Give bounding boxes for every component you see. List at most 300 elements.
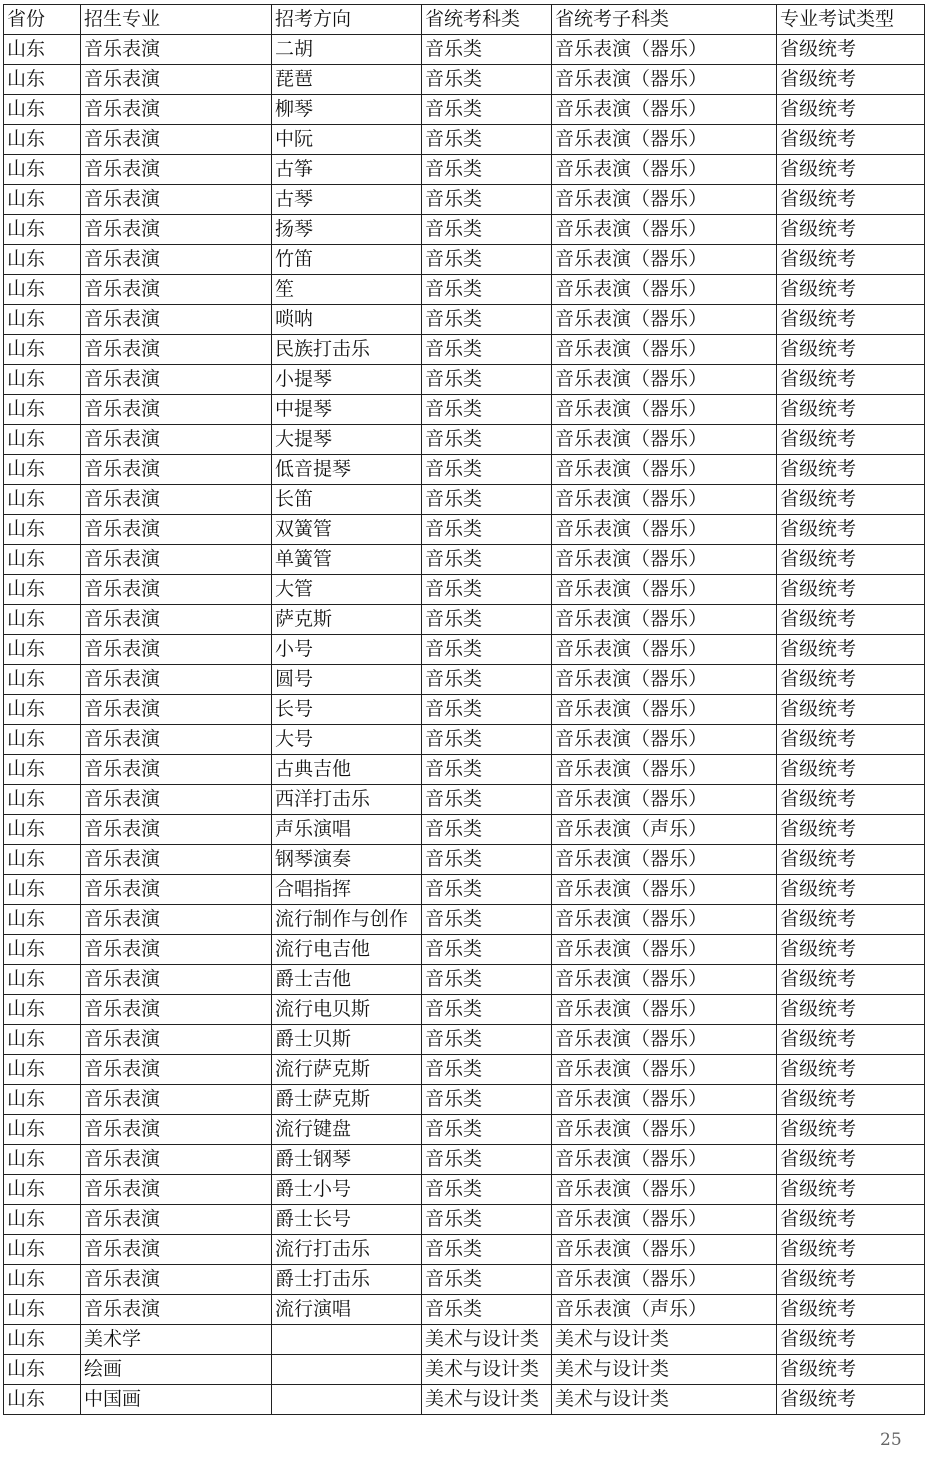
cell-province: 山东 (4, 1385, 81, 1415)
cell-exam-subcategory: 音乐表演（器乐） (552, 365, 777, 395)
cell-direction: 唢呐 (272, 305, 422, 335)
cell-major: 音乐表演 (81, 725, 272, 755)
table-row (4, 65, 925, 95)
cell-exam-type: 省级统考 (777, 575, 925, 605)
table-header-row (4, 5, 925, 35)
cell-major: 音乐表演 (81, 65, 272, 95)
table-row (4, 605, 925, 635)
table-row (4, 485, 925, 515)
cell-exam-category: 音乐类 (422, 725, 552, 755)
table-row (4, 35, 925, 65)
cell-major: 音乐表演 (81, 785, 272, 815)
cell-major: 音乐表演 (81, 1175, 272, 1205)
cell-exam-category: 音乐类 (422, 335, 552, 365)
cell-exam-subcategory: 音乐表演（器乐） (552, 575, 777, 605)
cell-exam-subcategory: 音乐表演（器乐） (552, 635, 777, 665)
cell-exam-subcategory: 音乐表演（器乐） (552, 545, 777, 575)
cell-major: 绘画 (81, 1355, 272, 1385)
cell-exam-subcategory: 音乐表演（器乐） (552, 1055, 777, 1085)
cell-exam-category: 音乐类 (422, 1205, 552, 1235)
cell-province: 山东 (4, 305, 81, 335)
cell-exam-category: 音乐类 (422, 1025, 552, 1055)
cell-major: 音乐表演 (81, 335, 272, 365)
cell-direction: 民族打击乐 (272, 335, 422, 365)
cell-exam-subcategory: 音乐表演（器乐） (552, 725, 777, 755)
cell-exam-type: 省级统考 (777, 695, 925, 725)
cell-direction: 古典吉他 (272, 755, 422, 785)
cell-province: 山东 (4, 1085, 81, 1115)
cell-major: 音乐表演 (81, 665, 272, 695)
cell-province: 山东 (4, 1235, 81, 1265)
cell-province: 山东 (4, 425, 81, 455)
table-row (4, 1265, 925, 1295)
cell-province: 山东 (4, 245, 81, 275)
cell-exam-category: 音乐类 (422, 215, 552, 245)
cell-major: 音乐表演 (81, 965, 272, 995)
cell-exam-category: 音乐类 (422, 125, 552, 155)
cell-direction: 流行电贝斯 (272, 995, 422, 1025)
cell-direction: 大号 (272, 725, 422, 755)
cell-exam-type: 省级统考 (777, 935, 925, 965)
cell-direction: 西洋打击乐 (272, 785, 422, 815)
cell-province: 山东 (4, 545, 81, 575)
cell-exam-category: 音乐类 (422, 1145, 552, 1175)
cell-exam-subcategory: 音乐表演（器乐） (552, 185, 777, 215)
cell-province: 山东 (4, 65, 81, 95)
table-row (4, 1145, 925, 1175)
cell-exam-category: 音乐类 (422, 185, 552, 215)
cell-exam-category: 音乐类 (422, 1295, 552, 1325)
cell-province: 山东 (4, 1115, 81, 1145)
cell-exam-type: 省级统考 (777, 1265, 925, 1295)
cell-major: 音乐表演 (81, 605, 272, 635)
cell-province: 山东 (4, 725, 81, 755)
cell-exam-type: 省级统考 (777, 605, 925, 635)
table-row (4, 185, 925, 215)
cell-exam-type: 省级统考 (777, 635, 925, 665)
cell-direction: 小号 (272, 635, 422, 665)
cell-province: 山东 (4, 1055, 81, 1085)
table-row (4, 935, 925, 965)
table-row (4, 425, 925, 455)
cell-exam-category: 音乐类 (422, 845, 552, 875)
cell-direction: 声乐演唱 (272, 815, 422, 845)
cell-direction: 中阮 (272, 125, 422, 155)
cell-major: 音乐表演 (81, 695, 272, 725)
cell-province: 山东 (4, 1325, 81, 1355)
table-row (4, 1295, 925, 1325)
cell-exam-type: 省级统考 (777, 1235, 925, 1265)
cell-exam-type: 省级统考 (777, 185, 925, 215)
cell-exam-category: 音乐类 (422, 1265, 552, 1295)
cell-direction: 大提琴 (272, 425, 422, 455)
cell-exam-category: 音乐类 (422, 1085, 552, 1115)
cell-major: 音乐表演 (81, 485, 272, 515)
table-row (4, 845, 925, 875)
table-row (4, 545, 925, 575)
cell-major: 音乐表演 (81, 425, 272, 455)
cell-province: 山东 (4, 965, 81, 995)
cell-direction: 流行电吉他 (272, 935, 422, 965)
table-row (4, 155, 925, 185)
cell-exam-type: 省级统考 (777, 395, 925, 425)
cell-direction: 萨克斯 (272, 605, 422, 635)
cell-province: 山东 (4, 665, 81, 695)
table-row (4, 575, 925, 605)
cell-exam-type: 省级统考 (777, 95, 925, 125)
cell-major: 音乐表演 (81, 1235, 272, 1265)
cell-exam-subcategory: 美术与设计类 (552, 1325, 777, 1355)
cell-exam-type: 省级统考 (777, 1145, 925, 1175)
table-row (4, 1085, 925, 1115)
cell-exam-category: 音乐类 (422, 815, 552, 845)
cell-direction: 爵士贝斯 (272, 1025, 422, 1055)
cell-exam-category: 美术与设计类 (422, 1355, 552, 1385)
cell-direction: 圆号 (272, 665, 422, 695)
cell-province: 山东 (4, 1145, 81, 1175)
cell-major: 音乐表演 (81, 1265, 272, 1295)
cell-exam-type: 省级统考 (777, 305, 925, 335)
cell-major: 音乐表演 (81, 1145, 272, 1175)
table-row (4, 275, 925, 305)
cell-direction: 爵士小号 (272, 1175, 422, 1205)
cell-exam-category: 音乐类 (422, 935, 552, 965)
cell-exam-type: 省级统考 (777, 155, 925, 185)
cell-direction: 爵士吉他 (272, 965, 422, 995)
cell-exam-type: 省级统考 (777, 335, 925, 365)
cell-exam-type: 省级统考 (777, 755, 925, 785)
cell-direction: 大管 (272, 575, 422, 605)
cell-direction: 爵士长号 (272, 1205, 422, 1235)
cell-exam-category: 音乐类 (422, 455, 552, 485)
cell-direction: 笙 (272, 275, 422, 305)
cell-exam-category: 音乐类 (422, 1235, 552, 1265)
cell-exam-type: 省级统考 (777, 425, 925, 455)
cell-province: 山东 (4, 35, 81, 65)
cell-exam-subcategory: 音乐表演（器乐） (552, 215, 777, 245)
cell-exam-subcategory: 音乐表演（器乐） (552, 1205, 777, 1235)
cell-province: 山东 (4, 575, 81, 605)
cell-exam-type: 省级统考 (777, 1115, 925, 1145)
cell-province: 山东 (4, 875, 81, 905)
cell-direction: 二胡 (272, 35, 422, 65)
cell-major: 音乐表演 (81, 1055, 272, 1085)
cell-exam-subcategory: 音乐表演（器乐） (552, 995, 777, 1025)
table-row (4, 1385, 925, 1415)
admissions-table (3, 4, 925, 1415)
header-exam-type: 专业考试类型 (777, 5, 925, 35)
cell-major: 音乐表演 (81, 125, 272, 155)
cell-province: 山东 (4, 365, 81, 395)
cell-exam-type: 省级统考 (777, 1325, 925, 1355)
cell-major: 音乐表演 (81, 515, 272, 545)
cell-province: 山东 (4, 155, 81, 185)
cell-exam-category: 音乐类 (422, 245, 552, 275)
cell-exam-type: 省级统考 (777, 455, 925, 485)
cell-direction: 流行打击乐 (272, 1235, 422, 1265)
table-row (4, 995, 925, 1025)
table-row (4, 1325, 925, 1355)
cell-exam-type: 省级统考 (777, 785, 925, 815)
table-row (4, 905, 925, 935)
cell-direction: 柳琴 (272, 95, 422, 125)
cell-major: 音乐表演 (81, 275, 272, 305)
cell-major: 音乐表演 (81, 905, 272, 935)
cell-exam-category: 美术与设计类 (422, 1325, 552, 1355)
cell-exam-subcategory: 音乐表演（器乐） (552, 245, 777, 275)
cell-exam-type: 省级统考 (777, 65, 925, 95)
cell-direction: 琵琶 (272, 65, 422, 95)
cell-province: 山东 (4, 395, 81, 425)
table-row (4, 215, 925, 245)
cell-exam-subcategory: 音乐表演（器乐） (552, 515, 777, 545)
cell-exam-subcategory: 音乐表演（器乐） (552, 125, 777, 155)
cell-major: 中国画 (81, 1385, 272, 1415)
cell-major: 音乐表演 (81, 995, 272, 1025)
cell-exam-type: 省级统考 (777, 1295, 925, 1325)
cell-exam-subcategory: 音乐表演（器乐） (552, 1115, 777, 1145)
cell-major: 音乐表演 (81, 575, 272, 605)
cell-exam-type: 省级统考 (777, 1025, 925, 1055)
cell-exam-category: 音乐类 (422, 1175, 552, 1205)
cell-exam-subcategory: 音乐表演（器乐） (552, 335, 777, 365)
table-row (4, 305, 925, 335)
cell-exam-type: 省级统考 (777, 275, 925, 305)
cell-exam-type: 省级统考 (777, 365, 925, 395)
cell-major: 音乐表演 (81, 455, 272, 485)
cell-exam-subcategory: 音乐表演（器乐） (552, 1235, 777, 1265)
cell-exam-subcategory: 音乐表演（器乐） (552, 1265, 777, 1295)
cell-direction: 合唱指挥 (272, 875, 422, 905)
cell-exam-subcategory: 音乐表演（声乐） (552, 815, 777, 845)
cell-exam-subcategory: 音乐表演（器乐） (552, 605, 777, 635)
header-province: 省份 (4, 5, 81, 35)
cell-exam-subcategory: 音乐表演（器乐） (552, 845, 777, 875)
cell-major: 音乐表演 (81, 815, 272, 845)
cell-province: 山东 (4, 785, 81, 815)
header-direction: 招考方向 (272, 5, 422, 35)
cell-major: 音乐表演 (81, 875, 272, 905)
cell-province: 山东 (4, 995, 81, 1025)
cell-exam-category: 音乐类 (422, 1115, 552, 1145)
cell-province: 山东 (4, 815, 81, 845)
cell-major: 音乐表演 (81, 1205, 272, 1235)
table-row (4, 1115, 925, 1145)
table-row (4, 395, 925, 425)
cell-province: 山东 (4, 935, 81, 965)
cell-direction (272, 1355, 422, 1385)
cell-province: 山东 (4, 1025, 81, 1055)
cell-exam-category: 音乐类 (422, 695, 552, 725)
cell-province: 山东 (4, 695, 81, 725)
cell-exam-subcategory: 音乐表演（器乐） (552, 305, 777, 335)
table-row (4, 1205, 925, 1235)
cell-exam-type: 省级统考 (777, 485, 925, 515)
cell-province: 山东 (4, 275, 81, 305)
cell-province: 山东 (4, 95, 81, 125)
header-exam-category: 省统考科类 (422, 5, 552, 35)
cell-direction: 长笛 (272, 485, 422, 515)
cell-exam-subcategory: 音乐表演（器乐） (552, 1025, 777, 1055)
cell-direction: 爵士打击乐 (272, 1265, 422, 1295)
table-row (4, 1175, 925, 1205)
cell-exam-category: 音乐类 (422, 755, 552, 785)
cell-direction: 扬琴 (272, 215, 422, 245)
cell-exam-subcategory: 音乐表演（器乐） (552, 905, 777, 935)
cell-direction: 流行演唱 (272, 1295, 422, 1325)
cell-province: 山东 (4, 185, 81, 215)
cell-direction: 小提琴 (272, 365, 422, 395)
cell-exam-type: 省级统考 (777, 125, 925, 155)
table-row (4, 245, 925, 275)
cell-exam-type: 省级统考 (777, 815, 925, 845)
cell-exam-category: 音乐类 (422, 35, 552, 65)
cell-province: 山东 (4, 215, 81, 245)
cell-exam-subcategory: 音乐表演（器乐） (552, 95, 777, 125)
cell-major: 音乐表演 (81, 305, 272, 335)
cell-exam-category: 音乐类 (422, 635, 552, 665)
table-row (4, 125, 925, 155)
cell-province: 山东 (4, 755, 81, 785)
table-row (4, 1355, 925, 1385)
cell-exam-subcategory: 音乐表演（器乐） (552, 485, 777, 515)
cell-province: 山东 (4, 635, 81, 665)
cell-province: 山东 (4, 845, 81, 875)
cell-exam-subcategory: 音乐表演（器乐） (552, 65, 777, 95)
table-row (4, 965, 925, 995)
table-row (4, 875, 925, 905)
cell-major: 音乐表演 (81, 935, 272, 965)
cell-exam-subcategory: 音乐表演（器乐） (552, 155, 777, 185)
cell-major: 音乐表演 (81, 845, 272, 875)
cell-province: 山东 (4, 335, 81, 365)
table-row (4, 695, 925, 725)
cell-major: 音乐表演 (81, 245, 272, 275)
cell-exam-type: 省级统考 (777, 215, 925, 245)
cell-exam-subcategory: 音乐表演（器乐） (552, 275, 777, 305)
cell-major: 音乐表演 (81, 545, 272, 575)
header-major: 招生专业 (81, 5, 272, 35)
cell-exam-type: 省级统考 (777, 875, 925, 905)
cell-exam-category: 音乐类 (422, 545, 552, 575)
cell-exam-category: 音乐类 (422, 515, 552, 545)
table-row (4, 1055, 925, 1085)
cell-exam-type: 省级统考 (777, 1205, 925, 1235)
cell-exam-type: 省级统考 (777, 995, 925, 1025)
table-row (4, 635, 925, 665)
cell-exam-category: 音乐类 (422, 275, 552, 305)
table-row (4, 755, 925, 785)
header-exam-subcategory: 省统考子科类 (552, 5, 777, 35)
cell-direction: 低音提琴 (272, 455, 422, 485)
table-body (4, 35, 925, 1415)
cell-exam-category: 音乐类 (422, 575, 552, 605)
table-row (4, 1025, 925, 1055)
cell-province: 山东 (4, 905, 81, 935)
cell-exam-type: 省级统考 (777, 905, 925, 935)
table-row (4, 95, 925, 125)
cell-exam-subcategory: 音乐表演（器乐） (552, 1145, 777, 1175)
table-row (4, 515, 925, 545)
cell-major: 音乐表演 (81, 155, 272, 185)
cell-direction: 竹笛 (272, 245, 422, 275)
cell-exam-category: 音乐类 (422, 905, 552, 935)
cell-exam-subcategory: 美术与设计类 (552, 1385, 777, 1415)
cell-province: 山东 (4, 125, 81, 155)
cell-major: 音乐表演 (81, 365, 272, 395)
cell-major: 音乐表演 (81, 95, 272, 125)
table-row (4, 335, 925, 365)
cell-direction (272, 1385, 422, 1415)
table-row (4, 815, 925, 845)
cell-major: 音乐表演 (81, 1115, 272, 1145)
cell-direction: 流行制作与创作 (272, 905, 422, 935)
cell-exam-category: 音乐类 (422, 65, 552, 95)
cell-direction: 中提琴 (272, 395, 422, 425)
cell-exam-category: 音乐类 (422, 665, 552, 695)
cell-exam-type: 省级统考 (777, 1355, 925, 1385)
cell-direction: 古筝 (272, 155, 422, 185)
table-row (4, 365, 925, 395)
cell-exam-category: 音乐类 (422, 425, 552, 455)
cell-exam-type: 省级统考 (777, 725, 925, 755)
cell-direction: 爵士钢琴 (272, 1145, 422, 1175)
cell-major: 音乐表演 (81, 215, 272, 245)
cell-exam-subcategory: 音乐表演（器乐） (552, 965, 777, 995)
cell-exam-subcategory: 音乐表演（器乐） (552, 785, 777, 815)
cell-exam-subcategory: 音乐表演（器乐） (552, 755, 777, 785)
cell-exam-category: 音乐类 (422, 95, 552, 125)
cell-exam-type: 省级统考 (777, 1385, 925, 1415)
table-row (4, 785, 925, 815)
cell-province: 山东 (4, 1205, 81, 1235)
cell-province: 山东 (4, 1355, 81, 1385)
cell-direction: 爵士萨克斯 (272, 1085, 422, 1115)
cell-exam-category: 音乐类 (422, 305, 552, 335)
cell-exam-subcategory: 音乐表演（器乐） (552, 695, 777, 725)
cell-exam-subcategory: 音乐表演（器乐） (552, 455, 777, 485)
cell-exam-type: 省级统考 (777, 515, 925, 545)
cell-direction: 长号 (272, 695, 422, 725)
cell-exam-type: 省级统考 (777, 1085, 925, 1115)
cell-direction: 双簧管 (272, 515, 422, 545)
cell-exam-category: 美术与设计类 (422, 1385, 552, 1415)
cell-major: 音乐表演 (81, 1295, 272, 1325)
cell-exam-type: 省级统考 (777, 245, 925, 275)
cell-exam-category: 音乐类 (422, 485, 552, 515)
cell-major: 音乐表演 (81, 635, 272, 665)
table-row (4, 455, 925, 485)
cell-exam-category: 音乐类 (422, 395, 552, 425)
cell-direction: 流行键盘 (272, 1115, 422, 1145)
cell-direction (272, 1325, 422, 1355)
cell-major: 音乐表演 (81, 185, 272, 215)
cell-exam-subcategory: 音乐表演（器乐） (552, 935, 777, 965)
cell-province: 山东 (4, 605, 81, 635)
table-row (4, 725, 925, 755)
cell-major: 音乐表演 (81, 395, 272, 425)
cell-direction: 单簧管 (272, 545, 422, 575)
table-row (4, 665, 925, 695)
cell-direction: 古琴 (272, 185, 422, 215)
cell-direction: 钢琴演奏 (272, 845, 422, 875)
cell-province: 山东 (4, 455, 81, 485)
cell-exam-subcategory: 音乐表演（器乐） (552, 665, 777, 695)
cell-province: 山东 (4, 1295, 81, 1325)
cell-exam-subcategory: 美术与设计类 (552, 1355, 777, 1385)
cell-exam-type: 省级统考 (777, 545, 925, 575)
cell-exam-type: 省级统考 (777, 1175, 925, 1205)
